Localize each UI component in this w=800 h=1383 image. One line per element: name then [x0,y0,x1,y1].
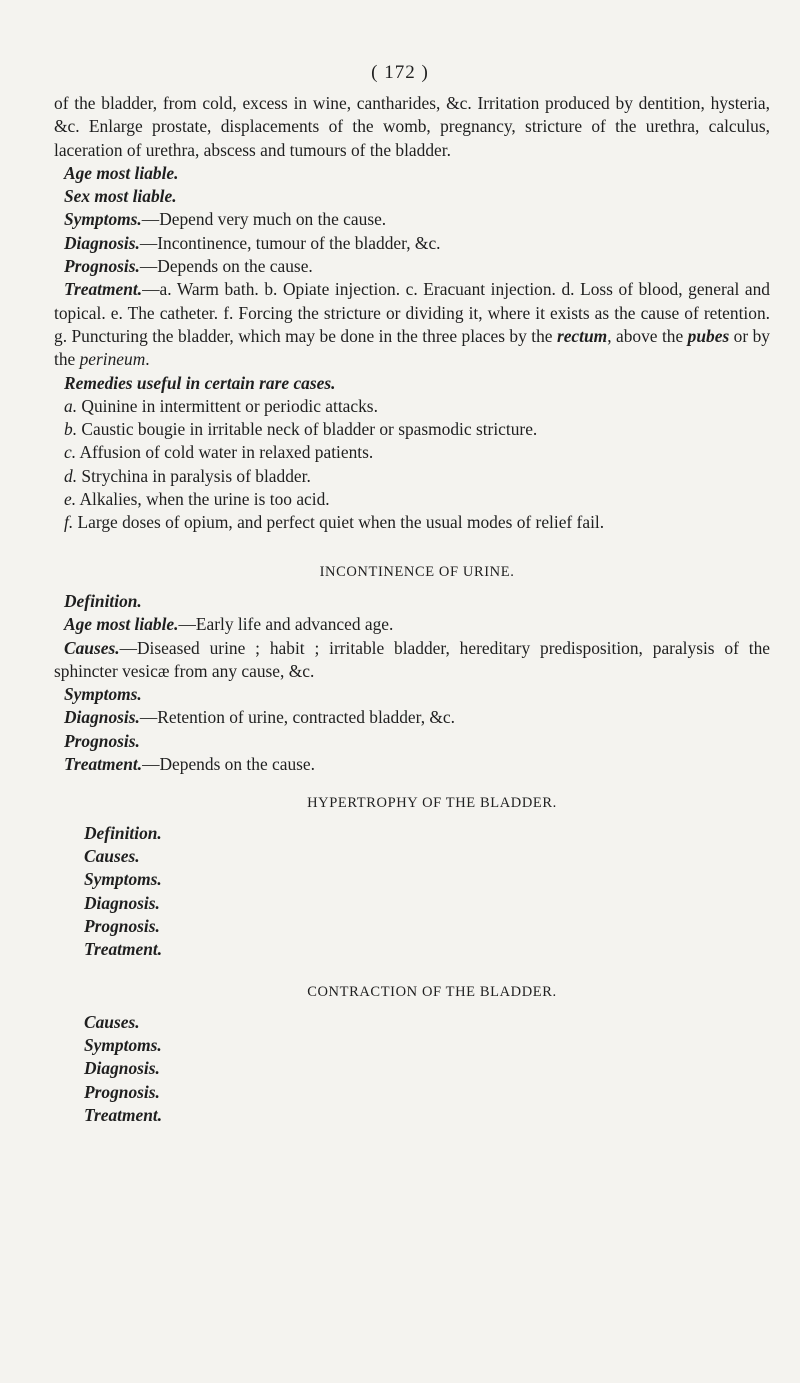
remedy-text: Alkalies, when the urine is too acid. [76,489,330,510]
retention-treatment-text-2: , above the [607,325,688,346]
hypertrophy-item: Symptoms. [84,869,162,890]
retention-prognosis [54,255,770,278]
remedy-item [54,511,770,534]
remedy-letter: e. [64,489,77,510]
retention-treatment-text-3: or by the [54,325,770,370]
retention-treatment [54,278,770,371]
incontinence-treatment-label: Treatment. [64,754,143,775]
hypertrophy-item: Definition. [84,822,162,843]
incontinence-age-text: —Early life and advanced age. [178,614,394,635]
incontinence-diagnosis-text: —Retention of urine, contracted bladder, &c. [139,707,455,728]
contraction-item: Causes. [84,1011,140,1032]
retention-diagnosis [54,232,770,255]
incontinence-causes-label: Causes. [64,637,120,658]
incontinence-causes-text: —Diseased urine ; habit ; irritable bladder, hereditary predisposition, paralysis of the sphincter vesicæ from any cause, &c. [54,637,770,681]
remedy-item [54,488,770,511]
retention-treatment-label: Treatment. [64,279,143,300]
remedy-text: Affusion of cold water in relaxed patients. [76,442,374,463]
retention-sex: Sex most liable. [64,186,177,207]
retention-treatment-rectum: rectum [556,325,608,346]
retention-treatment-pubes: pubes [687,325,730,346]
remedies-heading: Remedies useful in certain rare cases. [64,372,336,393]
contraction-item: Treatment. [84,1104,163,1125]
contraction-item: Diagnosis. [84,1058,160,1079]
remedy-letter: c. [64,442,77,463]
remedy-letter: f. [64,512,74,533]
incontinence-definition: Definition. [64,590,142,611]
incontinence-prognosis: Prognosis. [64,730,140,751]
retention-diagnosis-label: Diagnosis. [64,232,140,253]
page-number: ( 172 ) [371,62,429,83]
incontinence-age-label: Age most liable. [64,614,179,635]
incontinence-symptoms: Symptoms. [64,684,142,705]
hypertrophy-list [54,822,770,962]
retention-symptoms [54,208,770,231]
remedy-letter: b. [64,419,78,440]
hypertrophy-item: Treatment. [84,939,163,960]
remedy-letter: a. [64,395,78,416]
incontinence-causes [54,637,770,684]
incontinence-age [54,613,770,636]
remedy-text: Caustic bougie in irritable neck of bladder or spasmodic stricture. [77,419,538,440]
retention-symptoms-label: Symptoms. [64,209,142,230]
remedies-list [54,395,770,535]
retention-opening: of the bladder, from cold, excess in wine, cantharides, &c. Irritation produced by dentition, hysteria, &c. Enlarge prostate, displacements of the womb, pregnancy, stricture of the urethra, calculus, laceration of urethra, abscess and tumours of the bladder. [54,93,770,160]
retention-prognosis-label: Prognosis. [64,256,140,277]
incontinence-heading: INCONTINENCE OF URINE. [319,563,515,580]
retention-age: Age most liable. [64,162,179,183]
contraction-item: Symptoms. [84,1034,162,1055]
retention-symptoms-text: —Depend very much on the cause. [141,209,387,230]
contraction-item: Prognosis. [84,1081,160,1102]
hypertrophy-item: Causes. [84,845,140,866]
remedy-text: Large doses of opium, and perfect quiet when the usual modes of relief fail. [73,512,605,533]
retention-treatment-text-1: —a. Warm bath. b. Opiate injection. c. Eracuant injection. d. Loss of blood, general and topical. e. The catheter. f. Forcing the stricture or dividing it, where it exists as the cause of retention. g. Puncturing the bladder, which may be done in the three places by the [54,279,770,346]
retention-prognosis-text: —Depends on the cause. [139,256,313,277]
incontinence-treatment-text: —Depends on the cause. [142,754,315,775]
hypertrophy-item: Diagnosis. [84,892,160,913]
remedy-item [54,441,770,464]
retention-treatment-perineum: perineum [79,349,146,370]
contraction-heading: CONTRACTION OF THE BLADDER. [307,984,557,1001]
remedy-letter: d. [64,465,78,486]
contraction-list [54,1011,770,1127]
retention-treatment-text-4: . [145,349,150,370]
remedy-text: Quinine in intermittent or periodic attacks. [77,395,378,416]
remedy-text: Strychina in paralysis of bladder. [77,465,311,486]
hypertrophy-heading: HYPERTROPHY OF THE BLADDER. [307,795,557,812]
incontinence-treatment [54,753,770,776]
remedy-item [54,465,770,488]
retention-diagnosis-text: —Incontinence, tumour of the bladder, &c. [139,232,441,253]
remedy-item [54,395,770,418]
incontinence-diagnosis-label: Diagnosis. [64,707,140,728]
incontinence-diagnosis [54,706,770,729]
hypertrophy-item: Prognosis. [84,915,160,936]
remedy-item [54,418,770,441]
